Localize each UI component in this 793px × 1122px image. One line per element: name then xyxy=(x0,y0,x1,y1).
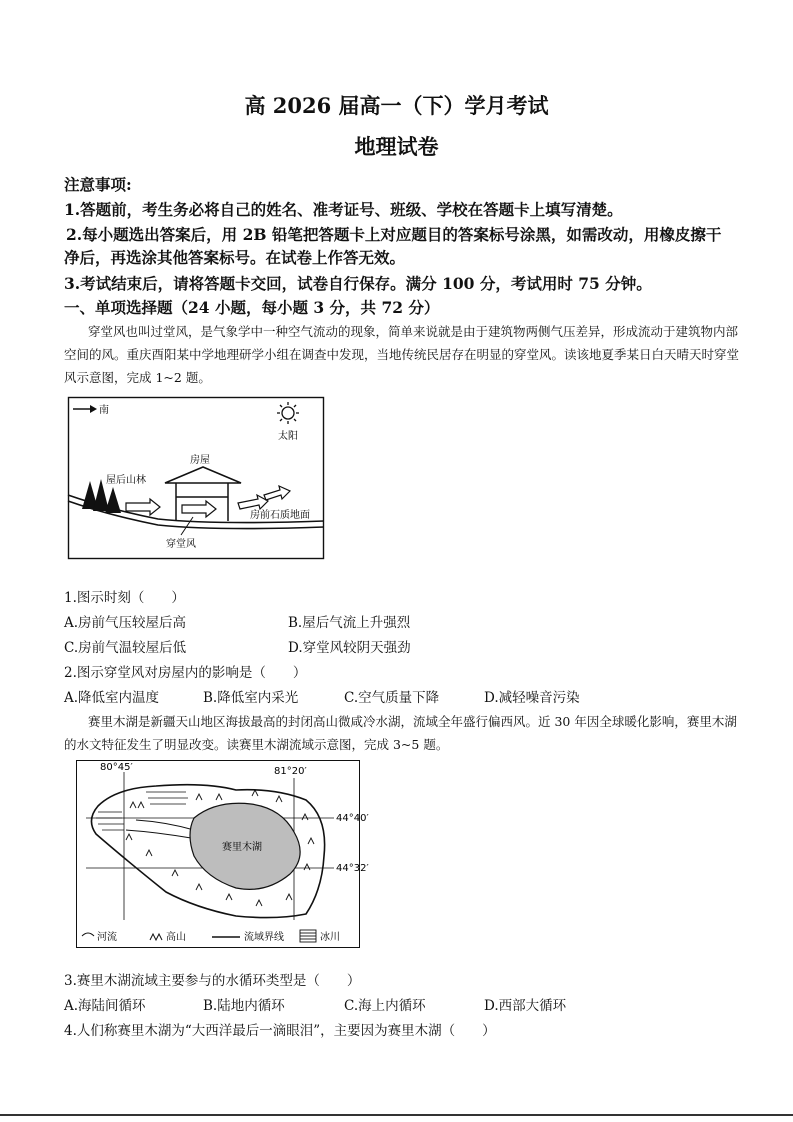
lake-label: 赛里木湖 xyxy=(222,842,262,853)
q1-option-c: C.房前气温较屋后低 xyxy=(64,640,187,656)
page-bottom-rule xyxy=(0,1114,793,1116)
q3-option-b: B.陆地内循环 xyxy=(203,998,285,1014)
q2-option-b: B.降低室内采光 xyxy=(203,690,299,706)
lat-label-1: 44°40′ xyxy=(336,813,369,824)
draft-wind-diagram xyxy=(68,397,324,559)
q2-option-d: D.减轻噪音污染 xyxy=(484,690,580,706)
legend-glacier-icon xyxy=(300,930,316,942)
south-label: 南 xyxy=(99,405,109,416)
notice-item-2-cont: 净后，再选涂其他答案标号。在试卷上作答无效。 xyxy=(64,248,406,267)
q1-option-a: A.房前气压较屋后高 xyxy=(64,615,187,631)
notice-item-1: 1.答题前，考生务必将自己的姓名、准考证号、班级、学校在答题卡上填写清楚。 xyxy=(64,200,623,219)
q4-stem: 4.人们称赛里木湖为“大西洋最后一滴眼泪”，主要因为赛里木湖（ ） xyxy=(64,1023,496,1039)
lat-label-2: 44°32′ xyxy=(336,863,369,874)
q3-option-d: D.西部大循环 xyxy=(484,998,567,1014)
q3-option-a: A.海陆间循环 xyxy=(64,998,146,1014)
q2-option-a: A.降低室内温度 xyxy=(64,690,160,706)
notice-heading: 注意事项: xyxy=(64,175,132,194)
forest-label: 屋后山林 xyxy=(106,475,146,486)
legend-glacier: 冰川 xyxy=(320,932,340,943)
q1-option-b: B.屋后气流上升强烈 xyxy=(288,615,411,631)
notice-item-3: 3.考试结束后，请将答题卡交回，试卷自行保存。满分 100 分，考试用时 75 分钟。 xyxy=(64,274,652,293)
passage-1: 穿堂风也叫过堂风，是气象学中一种空气流动的现象，简单来说就是由于建筑物两侧气压差异，形成流动于建筑物内部空间的风。重庆酉阳某中学地理研学小组在调查中发现，当地传统民居存在明显的穿堂风。读该地夏季某日白天晴天时穿堂风示意图，完成 1~2 题。 xyxy=(64,324,740,385)
q3-option-c: C.海上内循环 xyxy=(344,998,426,1014)
wind-label: 穿堂风 xyxy=(166,539,196,550)
legend-river: 河流 xyxy=(97,932,117,943)
lon-label-2: 81°20′ xyxy=(274,766,307,777)
q2-stem: 2.图示穿堂风对房屋内的影响是（ ） xyxy=(64,665,307,681)
house-label: 房屋 xyxy=(190,455,210,466)
exam-title: 高 2026 届高一（下）学月考试 xyxy=(244,93,549,118)
legend-boundary: 流域界线 xyxy=(244,932,284,943)
q1-stem: 1.图示时刻（ ） xyxy=(64,590,185,606)
lon-label-1: 80°45′ xyxy=(100,762,133,773)
q2-option-c: C.空气质量下降 xyxy=(344,690,440,706)
ground-label: 房前石质地面 xyxy=(250,510,310,521)
notice-item-2: 2.每小题选出答案后，用 2B 铅笔把答题卡上对应题目的答案标号涂黑，如需改动，用橡皮擦干 xyxy=(66,225,722,244)
sayram-lake-map xyxy=(76,760,369,948)
exam-subtitle: 地理试卷 xyxy=(354,134,439,159)
sun-label: 太阳 xyxy=(278,431,298,442)
passage-2: 赛里木湖是新疆天山地区海拔最高的封闭高山微咸冷水湖，流域全年盛行偏西风。近 30 年因全球暖化影响，赛里木湖的水文特征发生了明显改变。读赛里木湖流域示意图，完成 3~5 题。 xyxy=(64,714,737,752)
section-heading: 一、单项选择题（24 小题，每小题 3 分，共 72 分） xyxy=(64,298,440,317)
q1-option-d: D.穿堂风较阴天强劲 xyxy=(288,640,411,656)
legend-mountain: 高山 xyxy=(166,932,186,943)
q3-stem: 3.赛里木湖流域主要参与的水循环类型是（ ） xyxy=(64,973,361,989)
